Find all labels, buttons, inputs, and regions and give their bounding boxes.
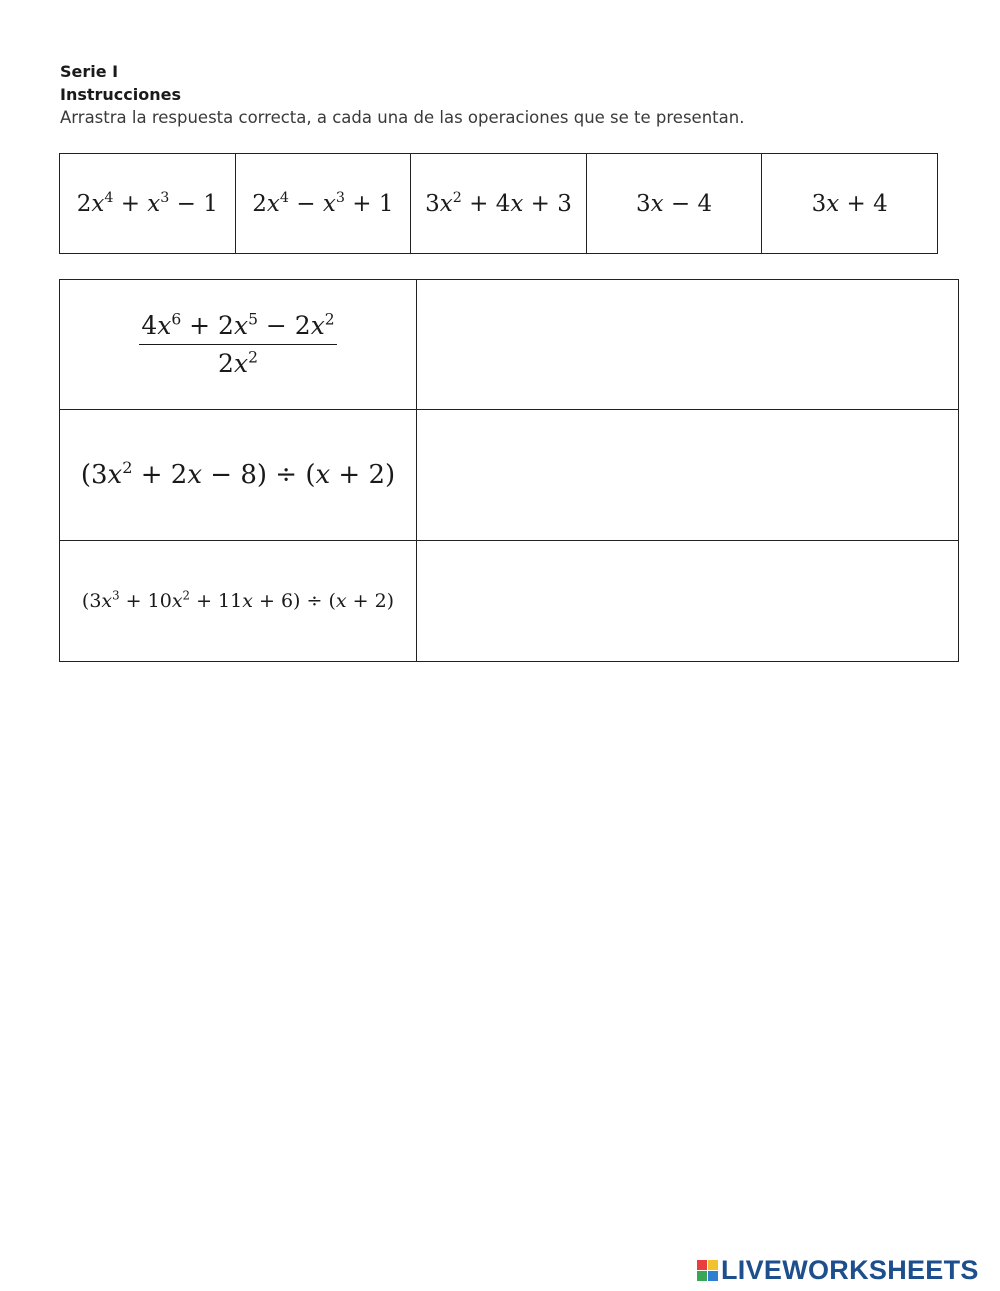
logo-square [697, 1271, 707, 1281]
answer-drop-zone[interactable] [417, 280, 959, 410]
answer-option[interactable]: 3x − 4 [586, 154, 762, 254]
answer-option[interactable]: $2x^4 + x^3 - 1$ [60, 154, 236, 254]
answer-option[interactable]: 3x + 4 [762, 154, 938, 254]
operation-expression: $\frac{4x^6 + 2x^5 - 2x^2}{2x^2}$ [60, 280, 417, 410]
logo-square [697, 1260, 707, 1270]
instructions-text: Arrastra la respuesta correcta, a cada una de las operaciones que se te presentan. [60, 108, 745, 127]
liveworksheets-logo [697, 1255, 979, 1285]
answer-drop-zone[interactable] [417, 541, 959, 662]
series-title: Serie I [60, 62, 119, 81]
table-row [60, 280, 959, 410]
instructions-title: Instrucciones [60, 85, 182, 104]
instructions-header [60, 60, 744, 129]
operation-expression: $(3x^2 + 2x - 8) \div (x + 2)$ [60, 410, 417, 541]
answer-option[interactable]: $2x^4 - x^3 + 1$ [235, 154, 411, 254]
operations-table [59, 279, 959, 662]
table-row [60, 410, 959, 541]
table-row [60, 541, 959, 662]
answer-option[interactable]: $3x^2 + 4x + 3$ [411, 154, 587, 254]
logo-square [708, 1260, 718, 1270]
logo-squares-icon [697, 1260, 718, 1281]
brand-name: LIVEWORKSHEETS [721, 1254, 979, 1285]
logo-square [708, 1271, 718, 1281]
operation-expression: $(3x^3 + 10x^2 + 11x + 6) \div (x + 2)$ [60, 541, 417, 662]
answer-bank [59, 153, 938, 254]
answer-drop-zone[interactable] [417, 410, 959, 541]
